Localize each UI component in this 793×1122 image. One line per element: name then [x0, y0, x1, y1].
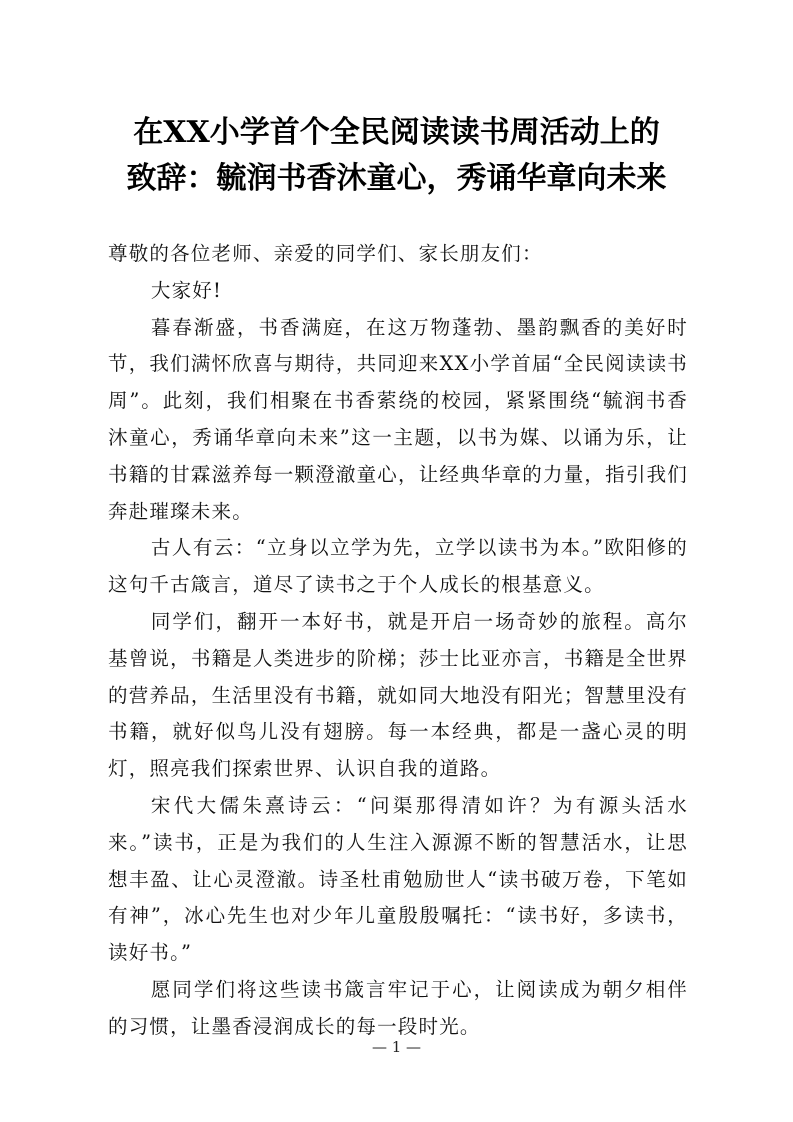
- title-line-2: 致辞：毓润书香沐童心，秀诵华章向未来: [126, 161, 667, 196]
- salutation: 尊敬的各位老师、亲爱的同学们、家长朋友们：: [108, 242, 543, 265]
- paragraph-4: 宋代大儒朱熹诗云：“问渠那得清如许？为有源头活水来。”读书，正是为我们的人生注入源源不断的智慧活水，让思想丰盈、让心灵澄澈。诗圣杜甫勉励世人“读书破万卷，下笔如有神”，冰心先生也对少年儿童殷殷嘱托：“读书好，多读书，读好书。”: [108, 793, 688, 965]
- title-line-1: 在XX小学首个全民阅读读书周活动上的: [133, 115, 660, 150]
- paragraph-1: 暮春渐盛，书香满庭，在这万物蓬勃、墨韵飘香的美好时节，我们满怀欣喜与期待，共同迎来XX小学首届“全民阅读读书周”。此刻，我们相聚在书香萦绕的校园，紧紧围绕“毓润书香沐童心，秀诵华章向未来”这一主题，以书为媒、以诵为乐，让书籍的甘霖滋养每一颗澄澈童心，让经典华章的力量，指引我们奔赴璀璨未来。: [108, 315, 688, 523]
- paragraph-2: 古人有云：“立身以立学为先，立学以读书为本。”欧阳修的这句千古箴言，道尽了读书之于个人成长的根基意义。: [108, 536, 688, 597]
- paragraph-3: 同学们，翻开一本好书，就是开启一场奇妙的旅程。高尔基曾说，书籍是人类进步的阶梯；莎士比亚亦言，书籍是全世界的营养品，生活里没有书籍，就如同大地没有阳光；智慧里没有书籍，就好似鸟儿没有翅膀。每一本经典，都是一盏心灵的明灯，照亮我们探索世界、认识自我的道路。: [108, 609, 688, 781]
- page-number: — 1 —: [371, 1038, 422, 1056]
- document-body: [108, 236, 688, 1046]
- paragraph-5: 愿同学们将这些读书箴言牢记于心，让阅读成为朝夕相伴的习惯，让墨香浸润成长的每一段时光。: [108, 977, 688, 1038]
- paragraph-greeting: 大家好!: [150, 278, 223, 302]
- document-title: [60, 110, 733, 202]
